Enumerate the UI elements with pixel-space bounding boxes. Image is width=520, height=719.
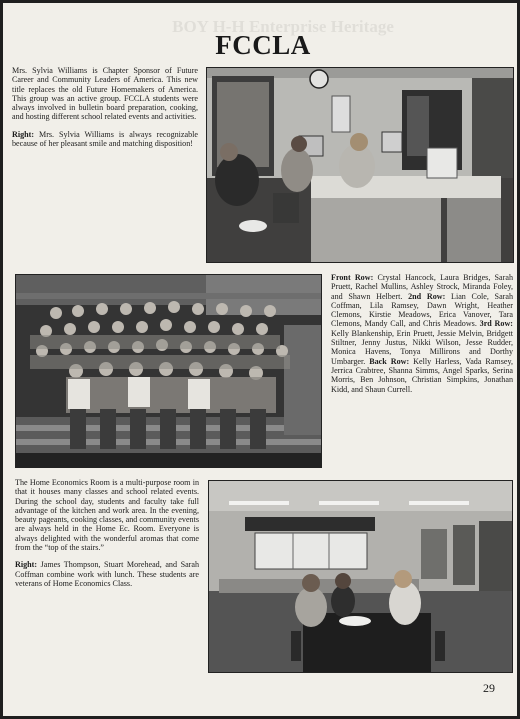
fccla-group-photo xyxy=(15,274,322,468)
intro-block xyxy=(12,66,198,156)
front-row-label: Front Row: xyxy=(331,273,378,282)
caption-text: James Thompson, Stuart Morehead, and Sarah Coffman combine work with lunch. These students are veterans of Home Economics Class. xyxy=(15,560,199,588)
caption-label: Right: xyxy=(15,560,41,570)
intro-paragraph: Mrs. Sylvia Williams is Chapter Sponsor of Future Career and Community Leaders of America. This new title replaces the old Future Homemakers of America. This group was an active group. FCCLA students were always involved in bulletin board preparation, cooking, and hosting different school related events and activities. xyxy=(12,66,198,122)
home-ec-paragraph: The Home Economics Room is a multi-purpose room in that it houses many classes and school related events. During the school day, students and faculty take full advantage of the kitchen and work area. In the evening, beauty pageants, cooking classes, and community events are always held in the Home Ec. Room. Everyone is always delighted with the wonderful aromas that come from the “top of the stairs.” xyxy=(15,478,199,553)
third-row-label: 3rd Row: xyxy=(479,319,513,329)
caption-text: Mrs. Sylvia Williams is always recognizable because of her pleasant smile and matching disposition! xyxy=(12,129,198,149)
page-number: 29 xyxy=(483,681,495,695)
sponsor-office-photo xyxy=(206,67,514,263)
caption-label: Right: xyxy=(12,129,39,139)
third-row-names: Kelly Blankenship, Erin Pruett, Jessie Melvin, Bridgett Stiltner, Jenny Justus, Nikki Wilson, Jesse Rudder, Monica Havens, Tonya Millirons and Dorthy Umbarger. xyxy=(331,328,513,366)
students-caption xyxy=(15,560,199,588)
second-row-label: 2nd Row: xyxy=(408,291,452,301)
home-ec-room-photo xyxy=(208,480,513,673)
back-row-names: Kelly Harless, Vada Ramsey, Jerrica Crabtree, Shanna Simms, Angel Sparks, Serina Morris, Ben Johnson, Christian Simpkins, Jonathan Kidd, and Shaun Currell. xyxy=(331,356,513,394)
back-row-label: Back Row: xyxy=(369,356,414,366)
second-row-names: Lian Cole, Sarah Coffman, Lila Ramsey, Dawn Wright, Heather Clemons, Kirstie Meadows, Erica Vanover, Tara Clemons, Mandy Call, and Chris Meadows. xyxy=(331,291,513,329)
home-ec-block xyxy=(15,478,199,596)
front-row-names: Crystal Hancock, Laura Bridges, Sarah Pruett, Rachel Mullins, Ashley Strock, Miranda Foley, and Shawn Helbert. xyxy=(331,273,513,301)
sponsor-caption xyxy=(12,130,198,149)
names-paragraph xyxy=(331,273,513,394)
bleed-through-heading: BOY H-H Enterprise Heritage xyxy=(172,17,394,36)
page-title: FCCLA xyxy=(215,30,311,60)
group-names-caption xyxy=(331,273,513,402)
